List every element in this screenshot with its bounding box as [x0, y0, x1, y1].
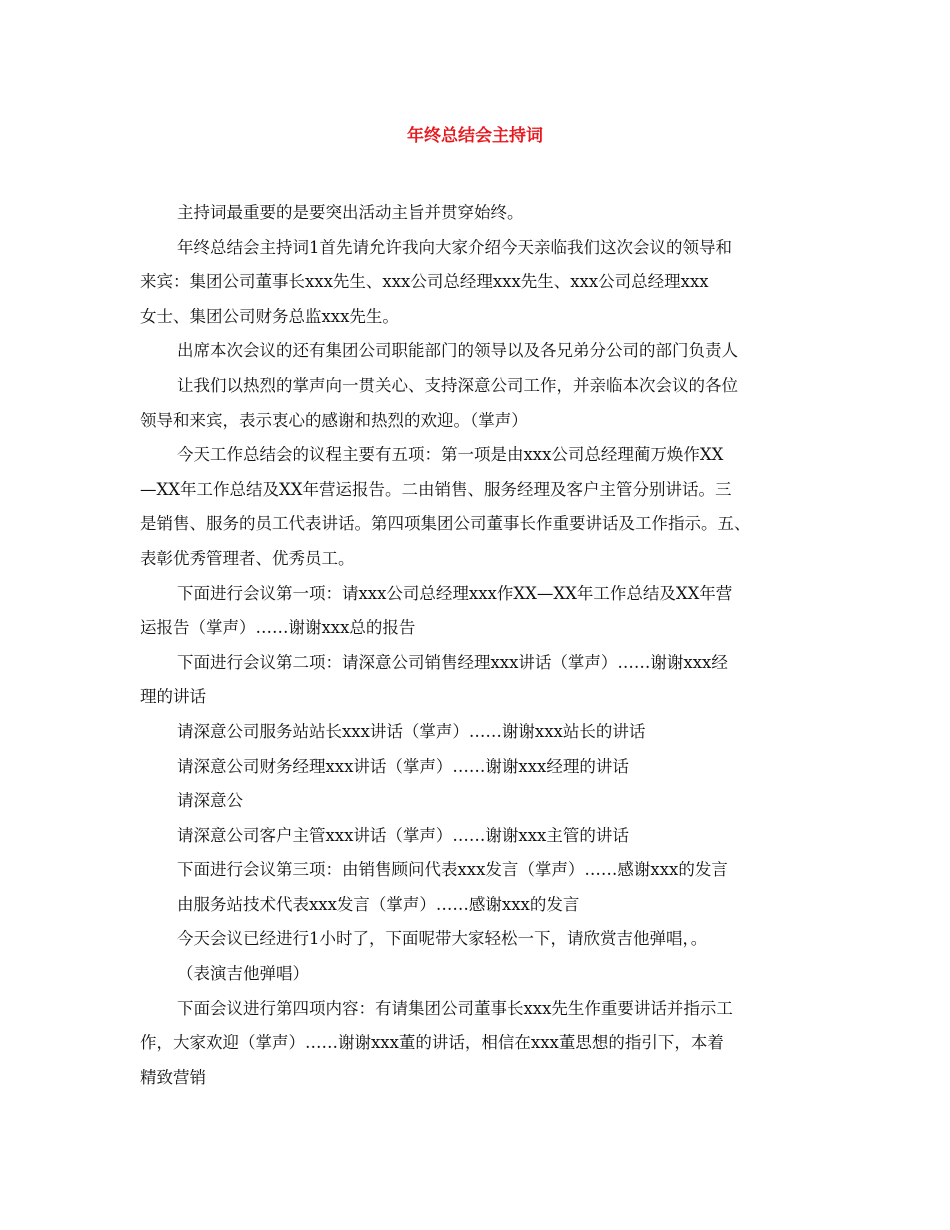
text-line: 今天会议已经进行1小时了，下面呢带大家轻松一下，请欣赏吉他弹唱，。 [177, 929, 708, 949]
document-body [140, 196, 830, 1095]
text-line: 主持词最重要的是要突出活动主旨并贯穿始终。 [177, 203, 524, 222]
text-line: 今天工作总结会的议程主要有五项：第一项是由xxx公司总经理蔺万焕作XX [177, 445, 724, 465]
text-line: —XX年工作总结及XX年营运报告。二由销售、服务经理及客户主管分别讲话。三 [140, 479, 732, 499]
text-line: 女士、集团公司财务总监xxx先生。 [140, 306, 399, 326]
text-line: 精致营销 [140, 1067, 206, 1087]
text-line: 年终总结会主持词1首先请允许我向大家介绍今天亲临我们这次会议的领导和 [177, 237, 732, 257]
text-line: 请深意公司客户主管xxx讲话（掌声）……谢谢xxx主管的讲话 [177, 825, 629, 845]
text-line: 领导和来宾，表示衷心的感谢和热烈的欢迎。（掌声） [140, 410, 528, 430]
text-line: 来宾：集团公司董事长xxx先生、xxx公司总经理xxx先生、xxx公司总经理xxx [140, 272, 709, 292]
text-line: 请深意公司财务经理xxx讲话（掌声）……谢谢xxx经理的讲话 [177, 756, 629, 776]
text-line: 让我们以热烈的掌声向一贯关心、支持深意公司工作，并亲临本次会议的各位 [177, 375, 738, 395]
text-line: 下面进行会议第二项：请深意公司销售经理xxx讲话（掌声）……谢谢xxx经 [177, 652, 728, 672]
text-line: 下面进行会议第三项：由销售顾问代表xxx发言（掌声）……感谢xxx的发言 [177, 860, 728, 880]
text-line: 请深意公 [177, 791, 243, 811]
text-line: 作，大家欢迎（掌声）……谢谢xxx董的讲话，相信在xxx董思想的指引下，本着 [140, 1033, 724, 1053]
text-line: 下面进行会议第一项：请xxx公司总经理xxx作XX—XX年工作总结及XX年营 [177, 583, 733, 603]
text-line: （表演吉他弹唱） [177, 964, 309, 984]
text-line: 下面会议进行第四项内容：有请集团公司董事长xxx先生作重要讲话并指示工 [177, 998, 733, 1018]
text-line: 由服务站技术代表xxx发言（掌声）……感谢xxx的发言 [177, 894, 580, 914]
text-line: 请深意公司服务站站长xxx讲话（掌声）……谢谢xxx站长的讲话 [177, 721, 646, 741]
text-line: 是销售、服务的员工代表讲话。第四项集团公司董事长作重要讲话及工作指示。五、 [140, 514, 751, 534]
text-line: 表彰优秀管理者、优秀员工。 [140, 548, 355, 568]
text-line: 出席本次会议的还有集团公司职能部门的领导以及各兄弟分公司的部门负责人 [177, 341, 738, 361]
text-line: 理的讲话 [140, 687, 206, 707]
text-line: 运报告（掌声）……谢谢xxx总的报告 [140, 618, 416, 638]
document-title: 年终总结会主持词 [407, 126, 543, 146]
